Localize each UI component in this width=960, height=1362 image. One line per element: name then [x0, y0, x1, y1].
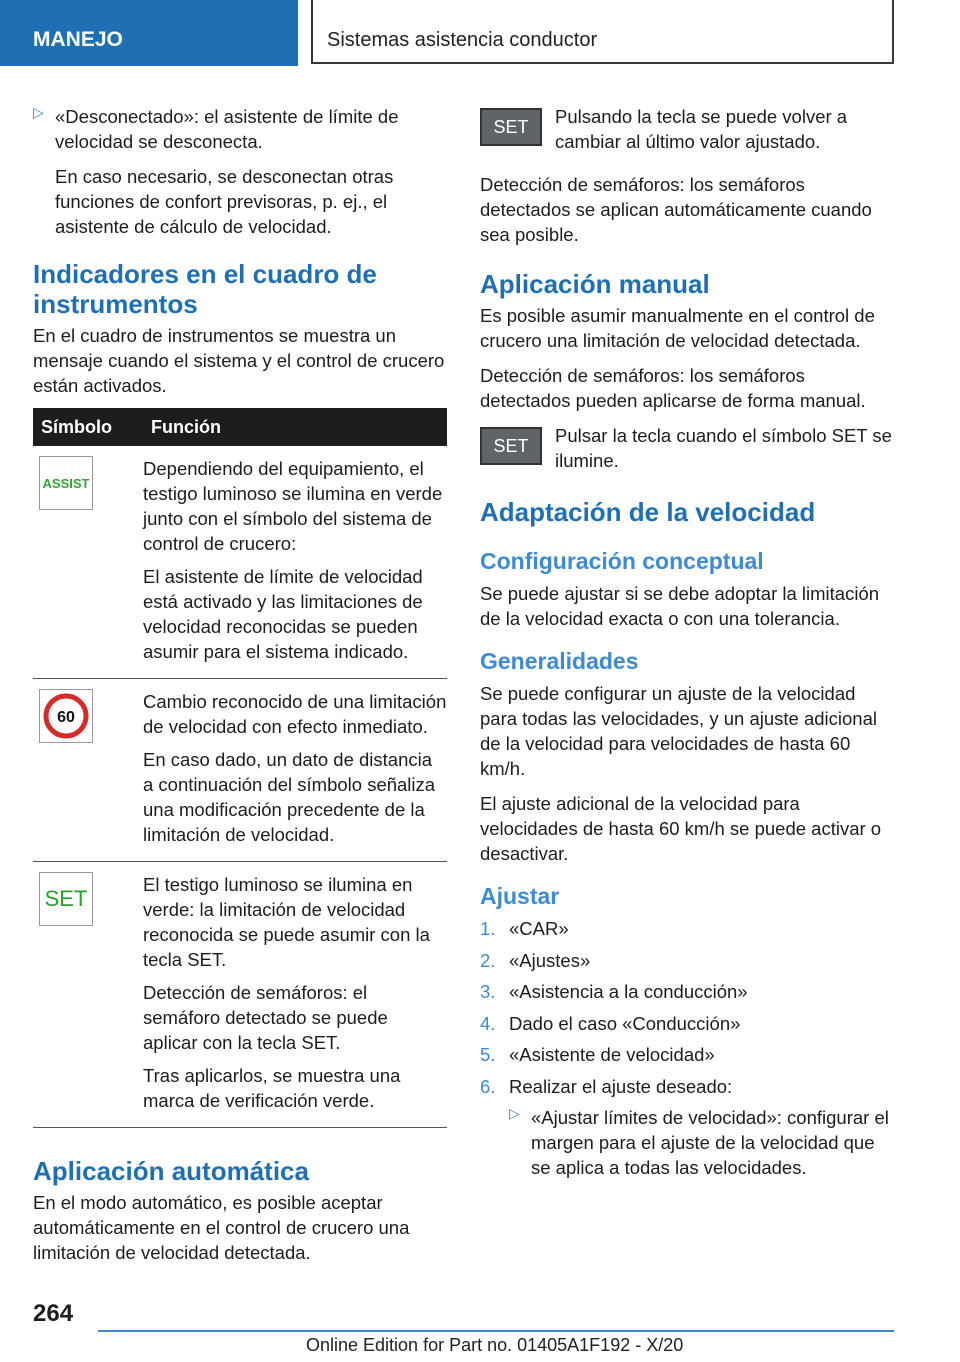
para-general-1: Se puede configurar un ajuste de la velocidad para todas las velocidades, y un ajuste adicional de la velocidad para velocidades de hasta 60 km/h.: [480, 683, 877, 779]
row-text: En caso dado, un dato de distancia a continuación del símbolo señaliza una modificación precedente de la limitación de velocidad.: [143, 749, 436, 845]
steps-list: [480, 916, 894, 1099]
row-text: Dependiendo del equipamiento, el testigo luminoso se ilumina en verde junto con el símbolo del sistema de control de crucero:: [143, 458, 443, 554]
heading-adapt: Adaptación de la velocidad: [480, 497, 816, 527]
para-manual: Es posible asumir manualmente en el control de crucero una limitación de velocidad detectada.: [480, 305, 875, 351]
row-text: El asistente de límite de velocidad está activado y las limitaciones de velocidad reconocidas se pueden asumir para el sistema indicado.: [143, 566, 423, 662]
symbol-table: [33, 408, 447, 1128]
row-text: Detección de semáforos: el semáforo detectado se puede aplicar con la tecla SET.: [143, 982, 388, 1053]
right-column: [480, 104, 894, 1190]
row-text: El testigo luminoso se ilumina en verde: la limitación de velocidad reconocida se puede asumir con la tecla SET.: [143, 874, 430, 970]
list-item: 6. Realizar el ajuste deseado:: [480, 1075, 733, 1097]
row-text: Cambio reconocido de una limitación de velocidad con efecto inmediato.: [143, 691, 447, 737]
list-item: 2. «Ajustes»: [480, 949, 591, 971]
heading-auto: Aplicación automática: [33, 1156, 309, 1186]
heading-config: Configuración conceptual: [480, 548, 764, 574]
sub-bullet: [509, 1105, 894, 1180]
set-key-text: Pulsando la tecla se puede volver a cambiar al último valor ajustado.: [555, 106, 848, 152]
table-header-symbol: Símbolo: [33, 408, 143, 446]
triangle-bullet-icon: ▷: [509, 1105, 520, 1121]
assist-icon: ASSIST: [39, 456, 93, 510]
bullet-text: «Desconectado»: el asistente de límite de velocidad se desconecta.: [55, 106, 399, 152]
para-semaforos-1: Detección de semáforos: los semáforos detectados se aplican automáticamente cuando sea posible.: [480, 174, 872, 245]
set-key-icon: SET: [480, 108, 542, 146]
set-key-text: Pulsar la tecla cuando el símbolo SET se ilumine.: [555, 425, 892, 471]
page-number: 264: [33, 1300, 74, 1327]
para-auto: En el modo automático, es posible aceptar automáticamente en el control de crucero una limitación de velocidad detectada.: [33, 1192, 410, 1263]
para-semaforos-2: Detección de semáforos: los semáforos detectados pueden aplicarse de forma manual.: [480, 365, 866, 411]
left-column: [33, 104, 447, 1275]
bullet-desconectado: [33, 104, 447, 239]
heading-indicadores: Indicadores en el cuadro de instrumentos: [33, 259, 377, 319]
para-general-2: El ajuste adicional de la velocidad para velocidades de hasta 60 km/h se puede activar o desactivar.: [480, 793, 882, 864]
heading-ajustar: Ajustar: [480, 883, 560, 909]
list-item: 1. «CAR»: [480, 918, 569, 939]
edition-text: Online Edition for Part no. 01405A1F192 - X/20: [306, 1335, 684, 1355]
set-key-icon: SET: [480, 427, 542, 465]
set-key-block-2: [480, 423, 894, 473]
para-config: Se puede ajustar si se debe adoptar la limitación de la velocidad exacta o con una tolerancia.: [480, 583, 880, 629]
sub-bullet-text: «Ajustar límites de velocidad»: configurar el margen para el ajuste de la velocidad que se aplica a todas las velocidades.: [531, 1107, 889, 1178]
section-tab: MANEJO: [0, 0, 298, 66]
heading-general: Generalidades: [480, 648, 639, 674]
list-item: 4. Dado el caso «Conducción»: [480, 1012, 741, 1034]
svg-text:60: 60: [57, 709, 75, 726]
row-text: Tras aplicarlos, se muestra una marca de verificación verde.: [143, 1065, 401, 1111]
table-header-function: Función: [143, 408, 447, 446]
table-row: [33, 446, 447, 679]
para-indicadores: En el cuadro de instrumentos se muestra un mensaje cuando el sistema y el control de crucero están activados.: [33, 325, 445, 396]
chapter-title: Sistemas asistencia conductor: [311, 0, 894, 64]
heading-manual: Aplicación manual: [480, 269, 710, 299]
bullet-text-cont: En caso necesario, se desconectan otras funciones de confort previsoras, p. ej., el asistente de cálculo de velocidad.: [55, 166, 394, 237]
footer-divider: [98, 1330, 894, 1332]
speed-limit-60-icon: [39, 689, 93, 743]
table-row: [33, 679, 447, 862]
triangle-bullet-icon: ▷: [33, 104, 44, 120]
list-item: 5. «Asistente de velocidad»: [480, 1044, 715, 1065]
page-header: [0, 0, 960, 66]
list-item: 3. «Asistencia a la conducción»: [480, 981, 748, 1002]
set-key-block-1: [480, 104, 894, 154]
set-green-icon: SET: [39, 872, 93, 926]
table-row: [33, 862, 447, 1128]
